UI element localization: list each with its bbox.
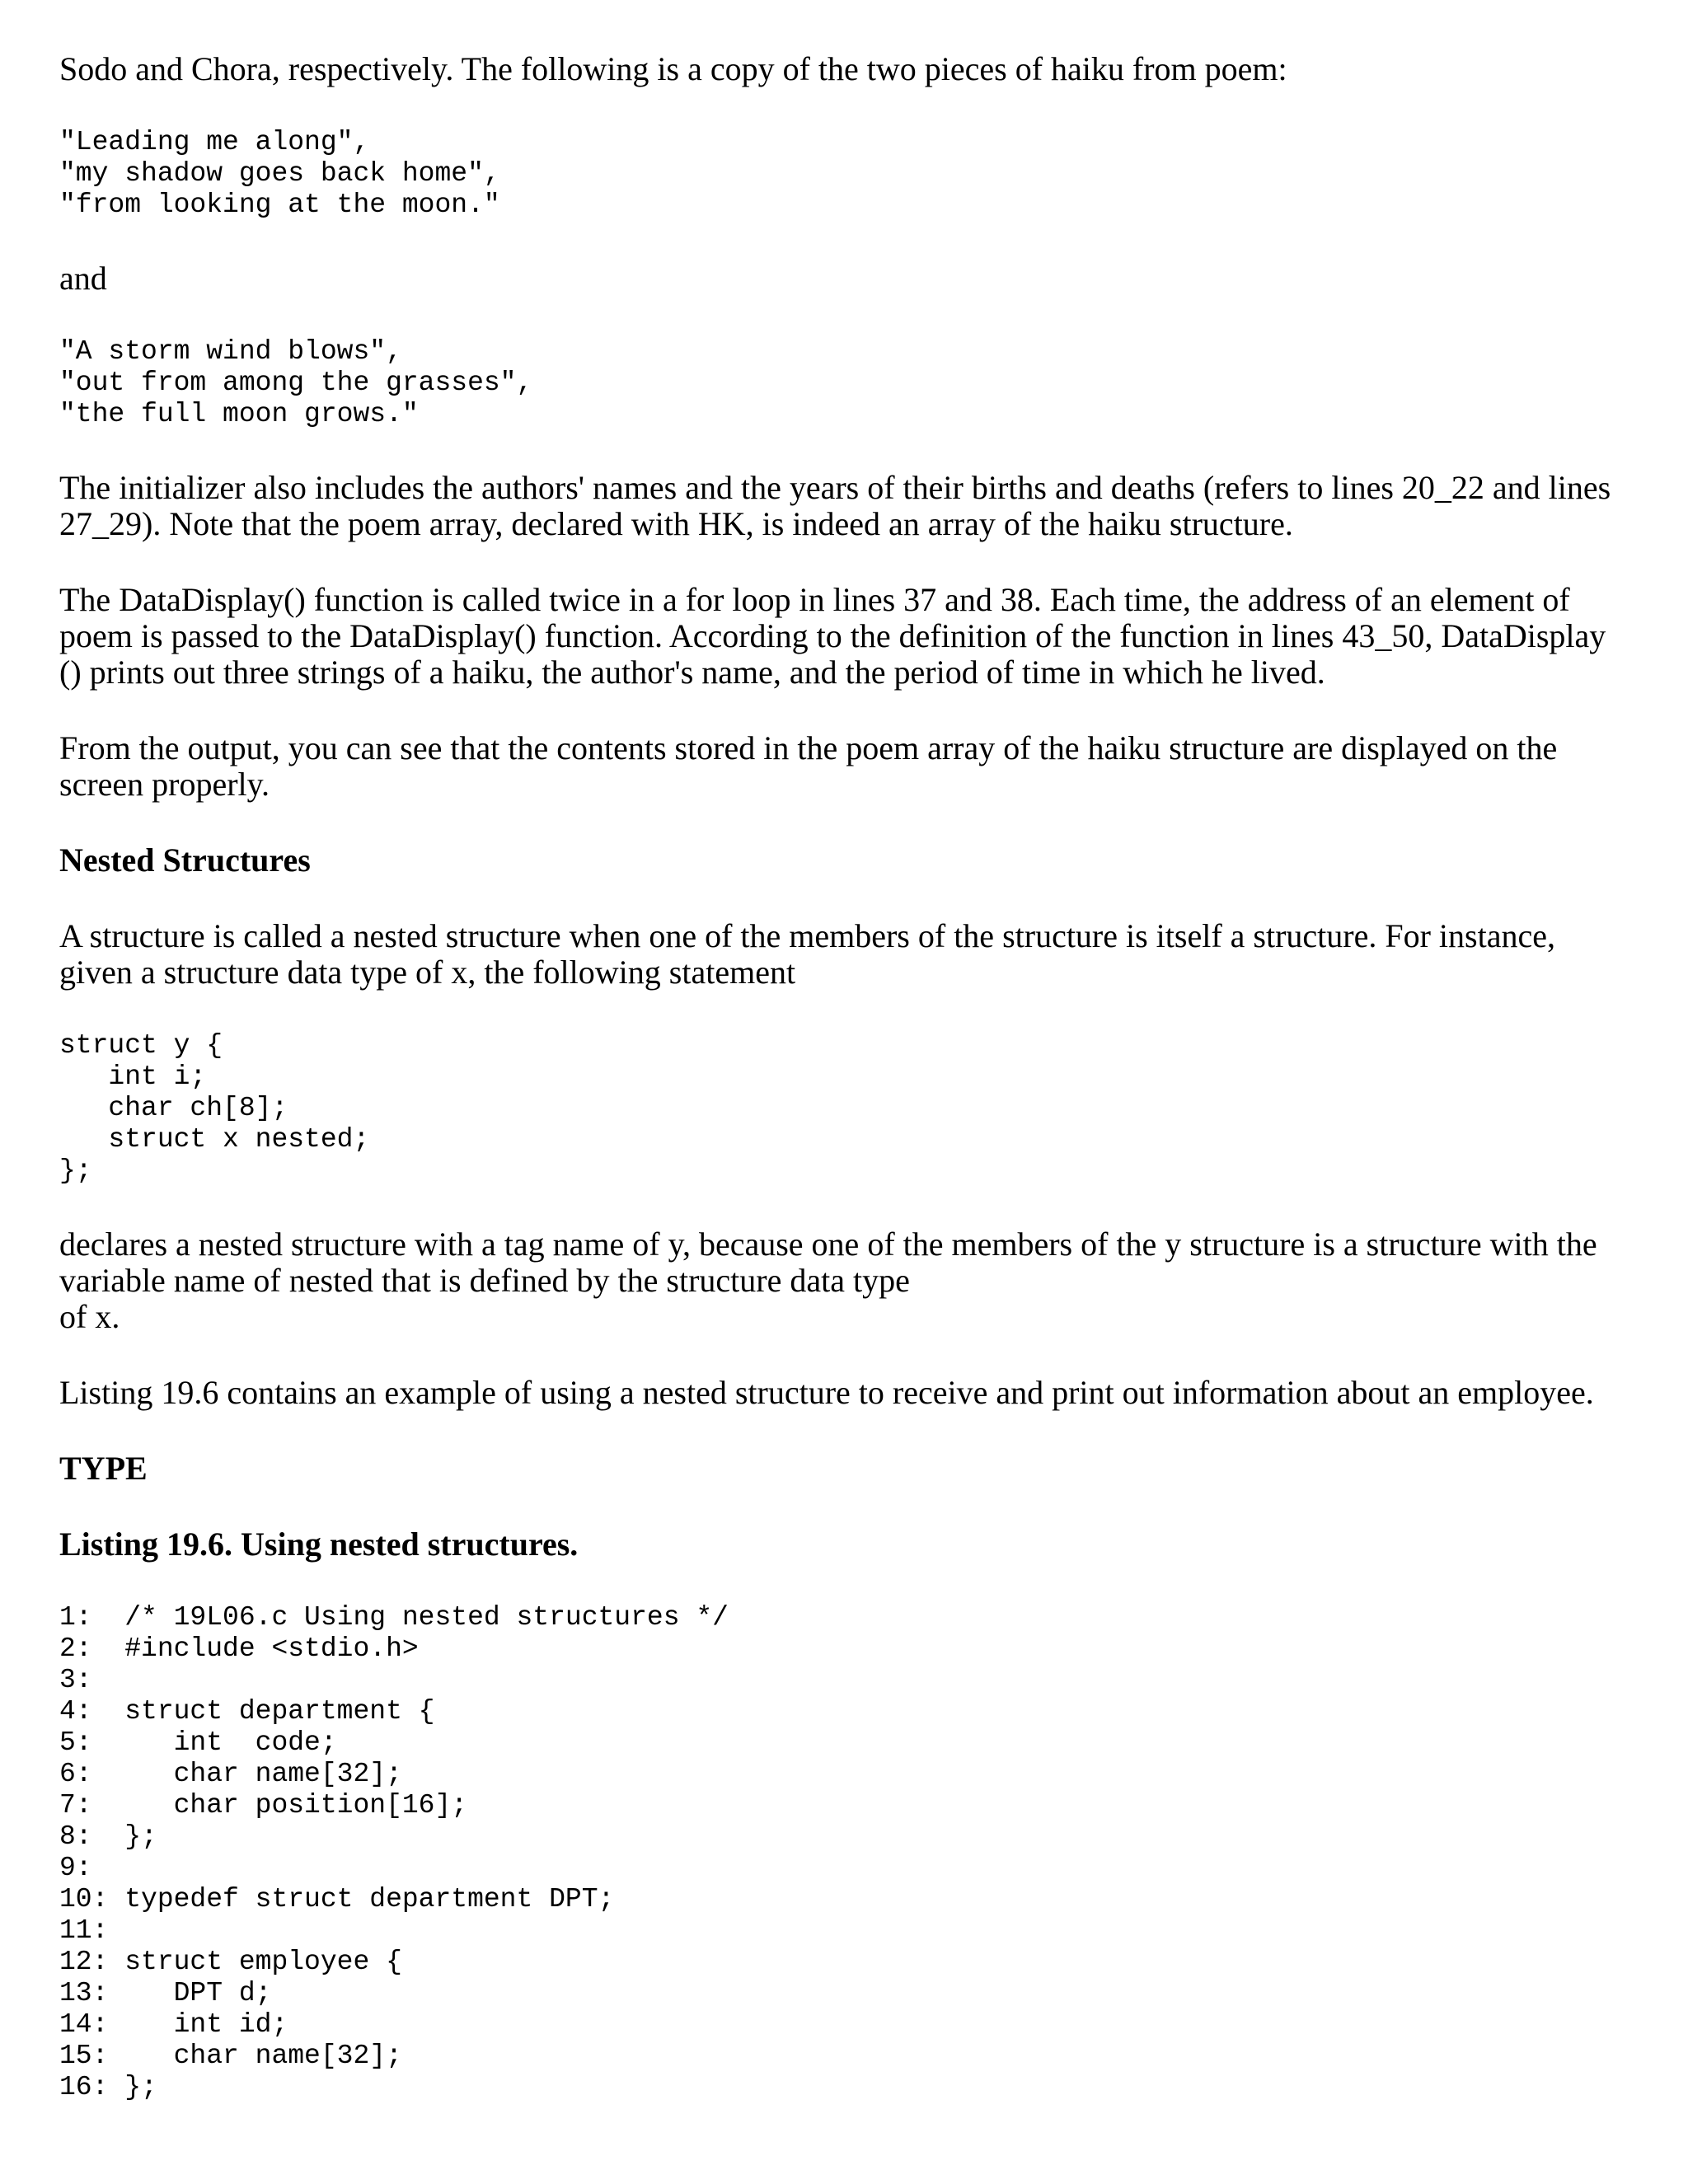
- code-line: 10: typedef struct department DPT;: [59, 1884, 615, 1915]
- paragraph-nested-definition: A structure is called a nested structure when one of the members of the structure is itself a structure. For instance, given a structure data type of x, the following statement: [59, 917, 1555, 991]
- code-line: 9:: [59, 1853, 92, 1883]
- code-line: "out from among the grasses",: [59, 368, 533, 398]
- code-line: char ch[8];: [59, 1093, 288, 1123]
- code-line: struct y {: [59, 1030, 223, 1061]
- code-line: 11:: [59, 1915, 109, 1946]
- heading-type: TYPE: [59, 1450, 148, 1487]
- code-line: "Leading me along",: [59, 127, 370, 157]
- code-line: 3:: [59, 1665, 92, 1695]
- code-line: int i;: [59, 1062, 207, 1092]
- paragraph-and: and: [59, 260, 107, 297]
- document-page: [59, 51, 1625, 2143]
- paragraph-output: From the output, you can see that the contents stored in the poem array of the haiku structure are displayed on the screen properly.: [59, 729, 1558, 803]
- code-line: 8: };: [59, 1821, 157, 1852]
- code-line: 4: struct department {: [59, 1696, 435, 1727]
- paragraph-initializer: The initializer also includes the authors' names and the years of their births and deaths (refers to lines 20_22 and lines 27_29). Note that the poem array, declared with HK, is indeed an array of the haiku structure.: [59, 469, 1611, 542]
- code-line: 16: };: [59, 2072, 157, 2102]
- code-line: struct x nested;: [59, 1124, 370, 1155]
- code-line: 5: int code;: [59, 1727, 337, 1758]
- code-line: 2: #include <stdio.h>: [59, 1633, 419, 1664]
- code-line: 6: char name[32];: [59, 1759, 402, 1789]
- code-line: "A storm wind blows",: [59, 336, 402, 367]
- code-line: "my shadow goes back home",: [59, 158, 500, 189]
- code-line: 13: DPT d;: [59, 1978, 272, 2008]
- heading-listing-title: Listing 19.6. Using nested structures.: [59, 1526, 579, 1563]
- paragraph-datadisplay: The DataDisplay() function is called twice in a for loop in lines 37 and 38. Each time, the address of an element of poem is passed to the DataDisplay() function. According to the definition of the function in lines 43_50, DataDisplay () prints out three strings of a haiku, the author's name, and the period of time in which he lived.: [59, 581, 1606, 691]
- haiku-two-code: [59, 336, 1625, 430]
- paragraph-declares: declares a nested structure with a tag name of y, because one of the members of the y structure is a structure with the variable name of nested that is defined by the structure data type of x.: [59, 1226, 1597, 1335]
- paragraph-intro: Sodo and Chora, respectively. The following is a copy of the two pieces of haiku from poem:: [59, 50, 1287, 87]
- code-line: 14: int id;: [59, 2009, 288, 2040]
- haiku-one-code: [59, 127, 1625, 221]
- heading-nested-structures: Nested Structures: [59, 841, 311, 879]
- paragraph-listing-intro: Listing 19.6 contains an example of using a nested structure to receive and print out information about an employee.: [59, 1374, 1594, 1411]
- code-line: 1: /* 19L06.c Using nested structures */: [59, 1602, 729, 1633]
- code-line: 7: char position[16];: [59, 1790, 468, 1821]
- struct-y-code: [59, 1030, 1625, 1187]
- code-line: "from looking at the moon.": [59, 190, 500, 220]
- code-line: 12: struct employee {: [59, 1947, 402, 1977]
- listing-19-6-code: [59, 1602, 1625, 2103]
- code-line: };: [59, 1155, 92, 1186]
- code-line: 15: char name[32];: [59, 2041, 402, 2071]
- code-line: "the full moon grows.": [59, 399, 419, 429]
